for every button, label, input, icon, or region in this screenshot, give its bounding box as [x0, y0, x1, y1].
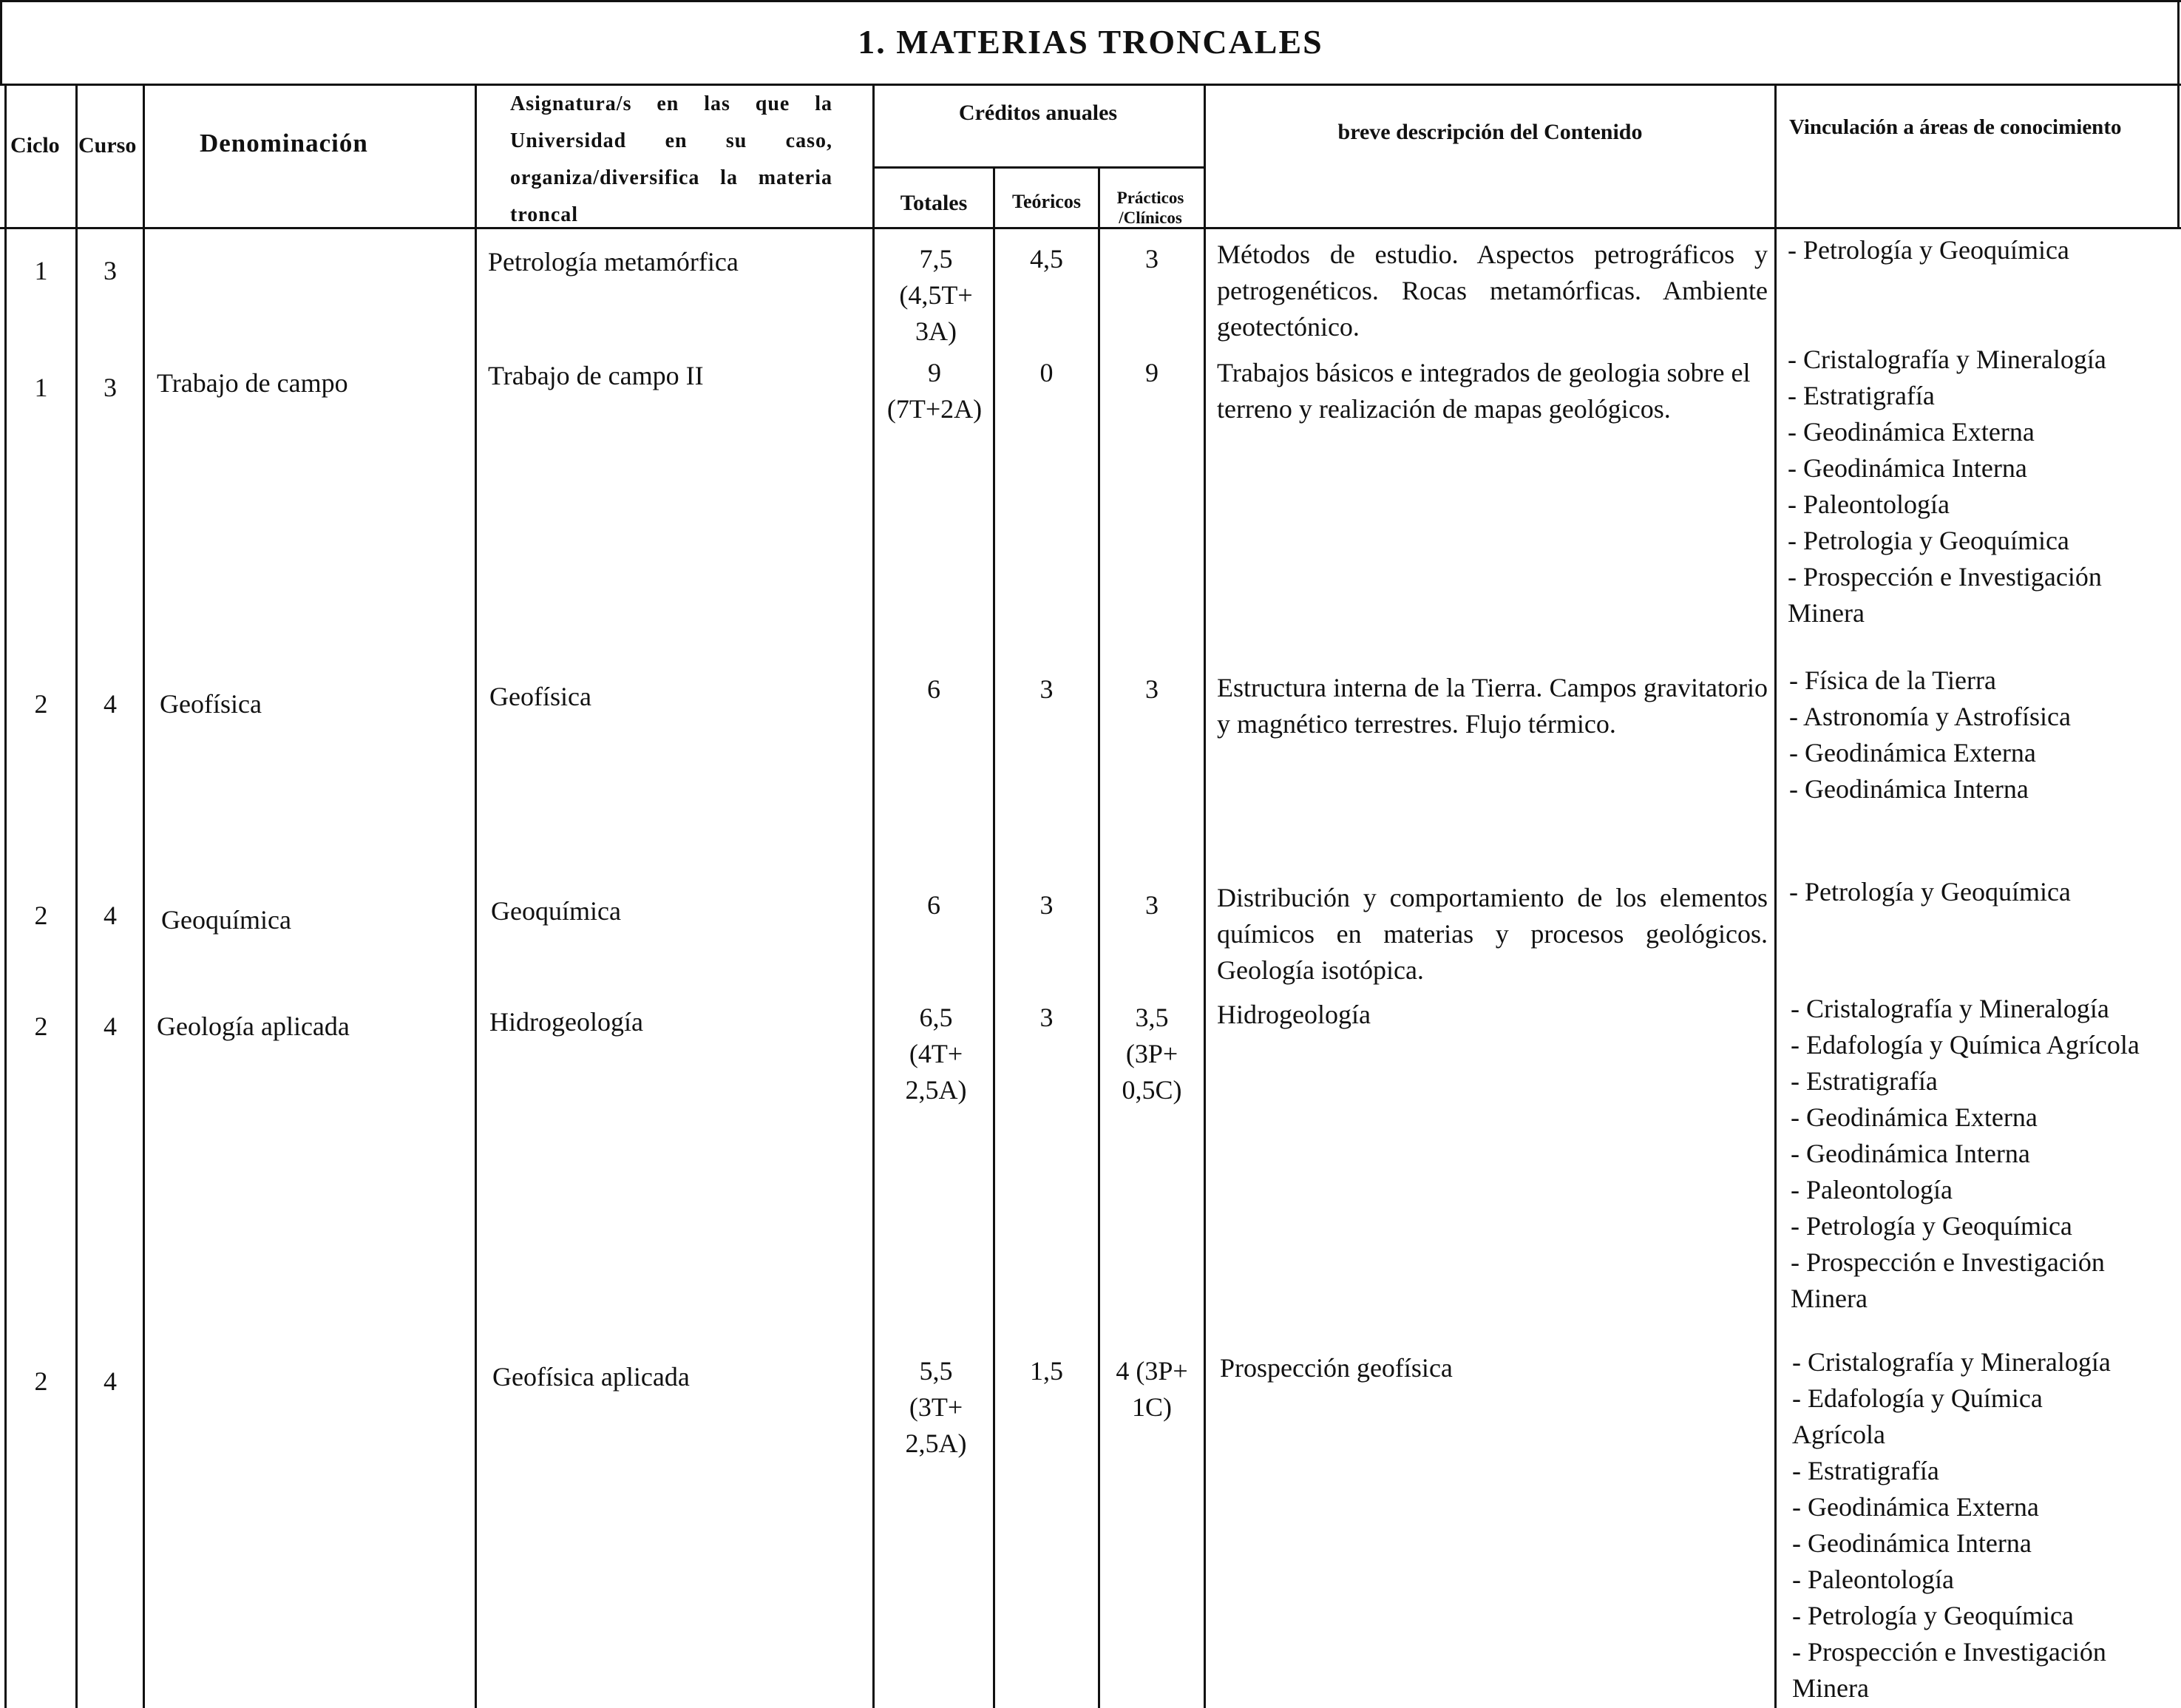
row5-area-item: - Geodinámica Externa: [1792, 1492, 2039, 1522]
table-top-border: [0, 0, 2181, 2]
row1-areas: [1788, 342, 2180, 631]
row5-teoricos: 1,5: [1030, 1356, 1063, 1386]
row2-area-item: - Geodinámica Interna: [1789, 774, 2029, 804]
row2-area-item: - Astronomía y Astrofísica: [1789, 702, 2071, 731]
row0-asignatura: Petrología metamórfica: [488, 247, 739, 277]
row4-area-item: - Prospección e Investigación: [1791, 1247, 2105, 1277]
row5-ciclo: 2: [34, 1366, 48, 1396]
row5-practicos: 4 (3P+ 1C): [1116, 1356, 1188, 1422]
header-practicos: Prácticos /Clínicos: [1116, 189, 1184, 227]
row5-descripcion: Prospección geofísica: [1220, 1353, 1453, 1383]
col-sep-ciclo: [4, 84, 7, 1708]
row2-areas: [1789, 662, 2181, 807]
row3-curso: 4: [104, 901, 117, 930]
row3-area-item: - Petrología y Geoquímica: [1789, 877, 2071, 906]
title-bottom-border: [0, 84, 2181, 86]
row2-ciclo: 2: [34, 689, 48, 719]
row3-teoricos: 3: [1039, 890, 1054, 920]
col-sep-descripcion: [1204, 84, 1206, 1708]
row2-teoricos: 3: [1039, 674, 1054, 704]
row4-teoricos: 3: [1039, 1003, 1054, 1032]
row3-asignatura: Geoquímica: [491, 896, 621, 926]
row1-teoricos: 0: [1039, 358, 1054, 387]
row1-area-item: - Paleontología: [1788, 489, 1950, 519]
row4-areas: [1791, 991, 2181, 1317]
row4-denominacion: Geología aplicada: [157, 1011, 350, 1041]
header-vinculacion: Vinculación a áreas de conocimiento: [1789, 115, 2122, 139]
row5-area-item: - Cristalografía y Mineralogía: [1792, 1347, 2111, 1377]
row3-totales: 6: [927, 890, 940, 920]
row2-descripcion: Estructura interna de la Tierra. Campos gravitatorio y magnético terrestres. Flujo térmico.: [1217, 673, 1768, 739]
row1-curso: 3: [104, 373, 117, 402]
col-sep-vinculacion: [1774, 84, 1777, 1708]
row1-area-item: - Estratigrafía: [1788, 381, 1935, 410]
row4-area-item: - Geodinámica Interna: [1791, 1139, 2030, 1168]
row4-descripcion: Hidrogeología: [1217, 1000, 1371, 1029]
row1-totales: 9 (7T+2A): [886, 358, 983, 424]
row0-area-item: - Petrología y Geoquímica: [1788, 235, 2069, 265]
row2-denominacion: Geofísica: [160, 689, 262, 719]
row4-practicos: 3,5 (3P+ 0,5C): [1122, 1003, 1182, 1105]
row4-curso: 4: [104, 1011, 117, 1041]
row4-area-item: - Cristalografía y Mineralogía: [1791, 994, 2109, 1023]
row4-area-item: - Estratigrafía: [1791, 1066, 1938, 1096]
row5-area-item: Minera: [1792, 1673, 1869, 1703]
header-teoricos: Teóricos: [1012, 191, 1081, 212]
row5-asignatura: Geofísica aplicada: [492, 1362, 690, 1392]
row1-practicos: 9: [1145, 358, 1159, 387]
header-curso: Curso: [78, 133, 137, 157]
col-sep-practicos: [1098, 166, 1100, 1708]
col-sep-curso: [75, 84, 78, 1708]
row3-ciclo: 2: [34, 901, 48, 930]
row2-asignatura: Geofísica: [489, 682, 591, 711]
header-creditos: Créditos anuales: [958, 101, 1118, 125]
row4-area-item: - Paleontología: [1791, 1175, 1953, 1204]
row2-curso: 4: [104, 689, 117, 719]
row5-area-item: Agrícola: [1792, 1420, 1885, 1449]
row1-denominacion: Trabajo de campo: [157, 368, 348, 398]
row5-area-item: - Petrología y Geoquímica: [1792, 1601, 2074, 1630]
header-bottom-border: [0, 227, 2181, 229]
row0-practicos: 3: [1145, 244, 1159, 274]
row2-area-item: - Física de la Tierra: [1789, 665, 1996, 695]
col-sep-teoricos: [993, 166, 995, 1708]
row5-area-item: - Prospección e Investigación: [1792, 1637, 2106, 1667]
row1-descripcion: Trabajos básicos e integrados de geologia sobre el terreno y realización de mapas geológicos.: [1217, 358, 1751, 424]
row0-descripcion: Métodos de estudio. Aspectos petrográficos y petrogenéticos. Rocas metamórficas. Ambiente geotectónico.: [1217, 240, 1768, 342]
col-sep-asignatura: [475, 84, 477, 1708]
row3-practicos: 3: [1145, 890, 1159, 920]
creditos-subheader-border: [872, 166, 1204, 169]
header-descripcion: breve descripción del Contenido: [1337, 120, 1643, 144]
row3-denominacion: Geoquímica: [161, 905, 291, 935]
row5-areas: [1792, 1344, 2181, 1707]
row4-area-item: - Edafología y Química Agrícola: [1791, 1030, 2140, 1060]
col-sep-denominacion: [143, 84, 145, 1708]
header-ciclo: Ciclo: [10, 133, 60, 157]
row1-area-item: - Cristalografía y Mineralogía: [1788, 345, 2106, 374]
row1-area-item: - Geodinámica Externa: [1788, 417, 2035, 447]
row4-asignatura: Hidrogeología: [489, 1007, 643, 1037]
row2-area-item: - Geodinámica Externa: [1789, 738, 2036, 767]
row4-area-item: Minera: [1791, 1284, 1868, 1313]
row4-totales: 6,5 (4T+ 2,5A): [905, 1003, 967, 1105]
header-totales: Totales: [900, 191, 968, 215]
row0-curso: 3: [104, 256, 117, 285]
row0-areas: [1788, 232, 2180, 268]
row3-areas: [1789, 874, 2181, 910]
row5-area-item: - Paleontología: [1792, 1565, 1954, 1594]
row0-ciclo: 1: [34, 256, 48, 285]
row1-ciclo: 1: [34, 373, 48, 402]
row2-totales: 6: [927, 674, 940, 704]
row5-area-item: - Edafología y Química: [1792, 1383, 2043, 1413]
row4-area-item: - Petrología y Geoquímica: [1791, 1211, 2072, 1241]
row4-area-item: - Geodinámica Externa: [1791, 1102, 2038, 1132]
row5-curso: 4: [104, 1366, 117, 1396]
row0-teoricos: 4,5: [1030, 244, 1063, 274]
row5-area-item: - Estratigrafía: [1792, 1456, 1939, 1485]
row3-descripcion: Distribución y comportamiento de los elementos químicos en materias y procesos geológicos. Geología isotópica.: [1217, 883, 1768, 985]
page-title: 1. MATERIAS TRONCALES: [858, 23, 1323, 61]
header-asignatura: Asignatura/s en las que la Universidad en su caso, organiza/diversifica la materia troncal: [510, 92, 832, 226]
row1-asignatura: Trabajo de campo II: [488, 361, 704, 390]
row1-area-item: - Prospección e Investigación: [1788, 562, 2102, 592]
row5-area-item: - Geodinámica Interna: [1792, 1528, 2032, 1558]
row4-ciclo: 2: [34, 1011, 48, 1041]
header-denominacion: Denominación: [200, 129, 368, 157]
row0-totales: 7,5 (4,5T+ 3A): [899, 244, 973, 346]
row1-area-item: - Petrologia y Geoquímica: [1788, 526, 2069, 555]
row1-area-item: - Geodinámica Interna: [1788, 453, 2027, 483]
row2-practicos: 3: [1145, 674, 1159, 704]
row5-totales: 5,5 (3T+ 2,5A): [905, 1356, 967, 1458]
row1-area-item: Minera: [1788, 598, 1865, 628]
